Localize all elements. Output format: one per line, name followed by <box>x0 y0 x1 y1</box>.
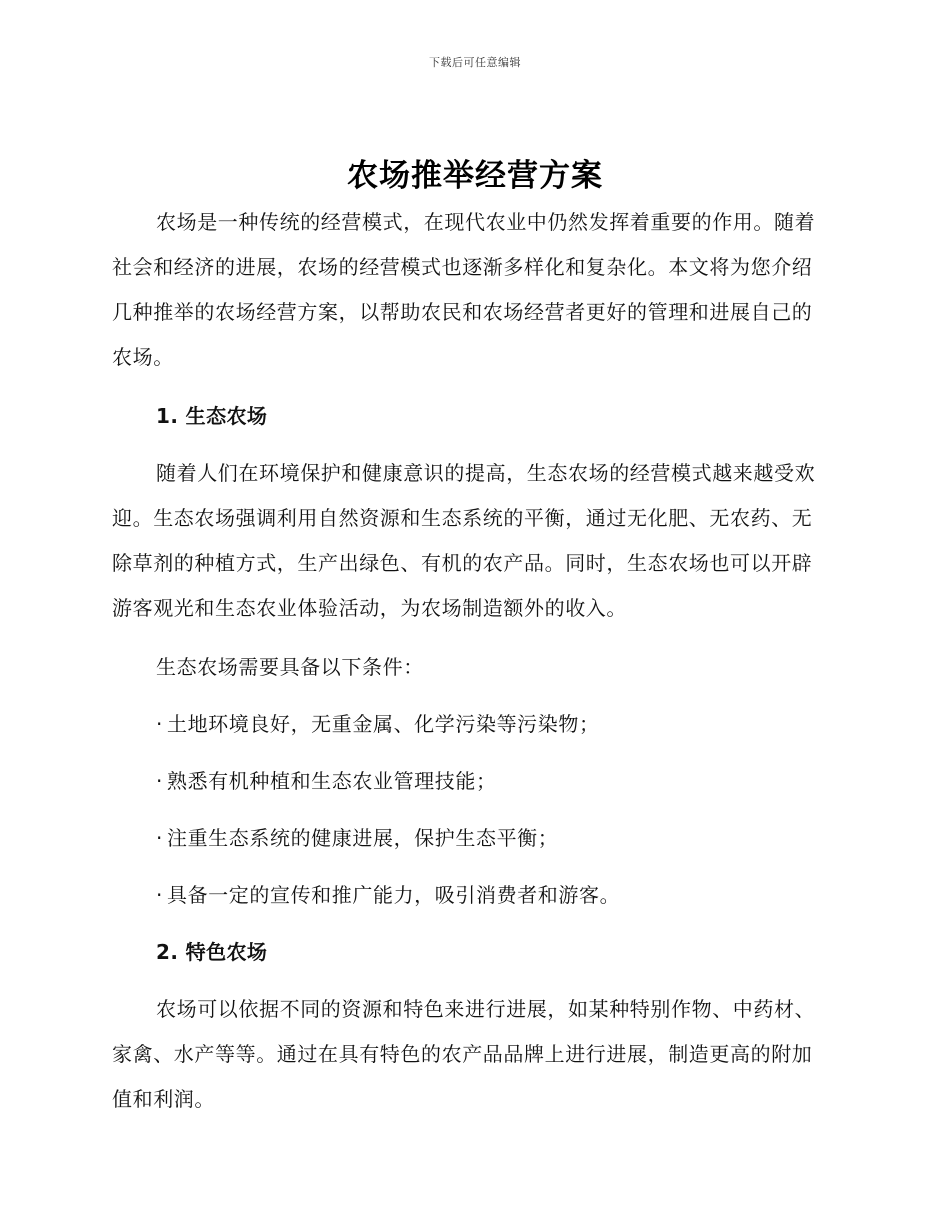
bullet-icon: · <box>156 883 163 907</box>
ecological-farm-paragraph: 随着人们在环境保护和健康意识的提高，生态农场的经营模式越来越受欢迎。生态农场强调利用自然资源和生态系统的平衡，通过无化肥、无农药、无除草剂的种植方式，生产出绿色、有机的农产品。同时，生态农场也可以开辟游客观光和生态农业体验活动，为农场制造额外的收入。 <box>112 461 816 620</box>
section-heading-specialty-farm: 2. 特色农场 <box>156 940 268 964</box>
list-item-text: 熟悉有机种植和生态农业管理技能； <box>166 769 497 793</box>
list-item <box>156 816 832 861</box>
bullet-icon: · <box>156 769 163 793</box>
document-body <box>112 200 832 1136</box>
list-item-text: 土地环境良好，无重金属、化学污染等污染物； <box>166 712 600 736</box>
list-item <box>156 702 832 747</box>
specialty-farm-paragraph: 农场可以依据不同的资源和特色来进行进展，如某种特别作物、中药材、家禽、水产等等。通过在具有特色的农产品品牌上进行进展，制造更高的附加值和利润。 <box>112 997 816 1111</box>
bullet-icon: · <box>156 826 163 850</box>
bullet-icon: · <box>156 712 163 736</box>
list-item-text: 注重生态系统的健康进展，保护生态平衡； <box>166 826 559 850</box>
document-title: 农场推举经营方案 <box>347 158 603 194</box>
requirements-intro: 生态农场需要具备以下条件： <box>156 655 424 679</box>
header-note: 下载后可任意编辑 <box>429 56 521 69</box>
section-heading-ecological-farm: 1. 生态农场 <box>156 404 268 428</box>
list-item <box>156 759 832 804</box>
list-item <box>156 873 832 918</box>
list-item-text: 具备一定的宣传和推广能力，吸引消费者和游客。 <box>166 883 621 907</box>
intro-paragraph: 农场是一种传统的经营模式，在现代农业中仍然发挥着重要的作用。随着社会和经济的进展，农场的经营模式也逐渐多样化和复杂化。本文将为您介绍几种推举的农场经营方案，以帮助农民和农场经营者更好的管理和进展自己的农场。 <box>112 210 816 369</box>
